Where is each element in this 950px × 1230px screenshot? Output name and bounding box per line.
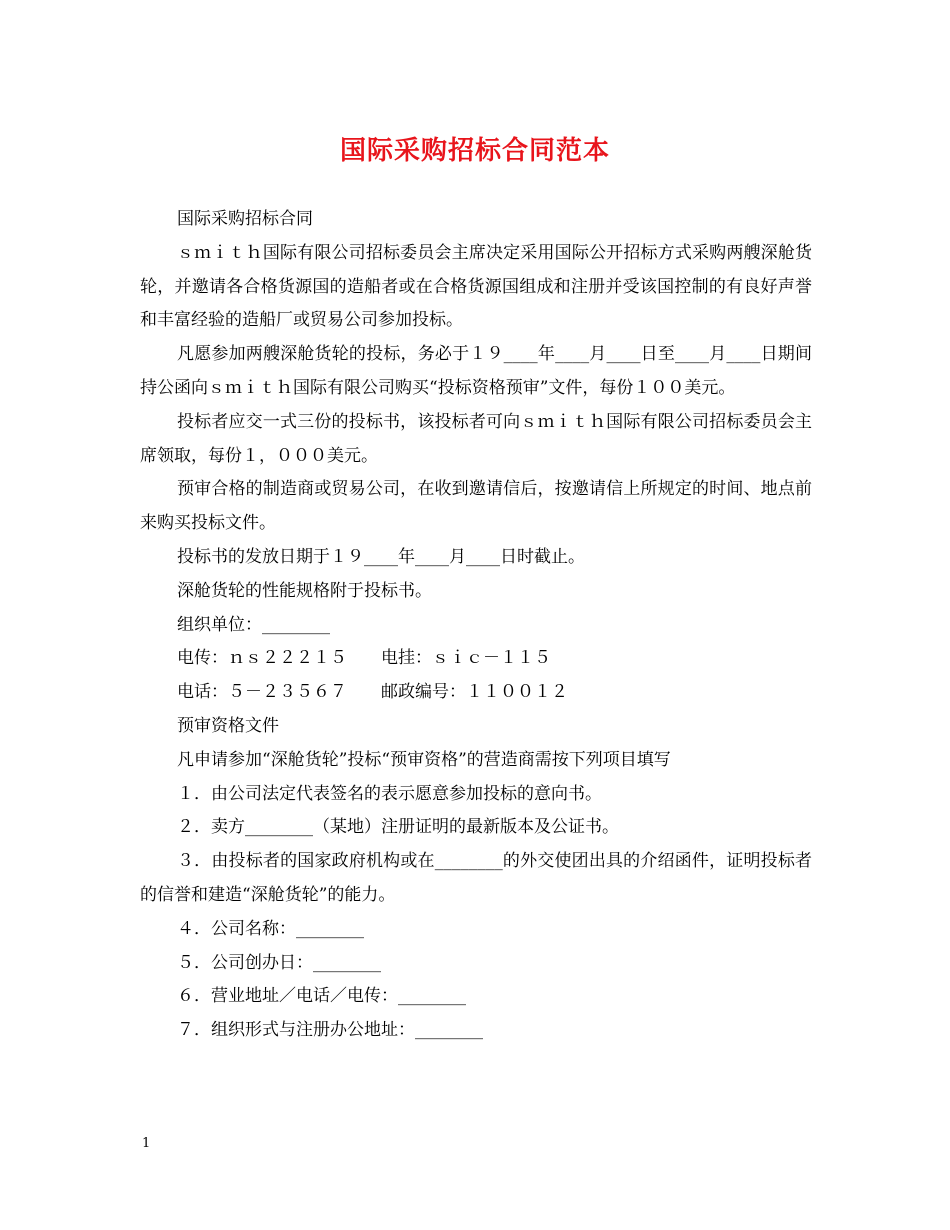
list-item-1: １．由公司法定代表签名的表示愿意参加投标的意向书。 xyxy=(177,783,602,804)
list-item-5: ５．公司创办日：________ xyxy=(177,952,381,973)
document-title: 国际采购招标合同范本 xyxy=(339,136,610,166)
paragraph-deadline: 投标书的发放日期于１９____年____月____日时截止。 xyxy=(177,546,585,567)
document-body xyxy=(140,203,812,1048)
paragraph-purchase-prequalification: 凡愿参加两艘深舱货轮的投标，务必于１９____年____月____日至____月____日期间持公函向ｓｍｉｔｈ国际有限公司购买“投标资格预审”文件，每份１００美元。 xyxy=(140,344,812,398)
page-number: 1 xyxy=(142,1136,151,1151)
paragraph-prequalification-heading: 预审资格文件 xyxy=(177,715,279,736)
paragraph-invitation: ｓｍｉｔｈ国际有限公司招标委员会主席决定采用国际公开招标方式采购两艘深舱货轮，并邀请各合格货源国的造船者或在合格货源国组成和注册并受该国控制的有良好声誉和丰富经验的造船厂或贸易公司参加投标。 xyxy=(140,242,812,331)
paragraph-telex-cable: 电传：ｎｓ２２２１５ 电挂：ｓｉｃ－１１５ xyxy=(177,648,551,669)
list-item-6: ６．营业地址／电话／电传：________ xyxy=(177,986,466,1007)
paragraph-specifications: 深舱货轮的性能规格附于投标书。 xyxy=(177,580,432,601)
paragraph-fill-instructions: 凡申请参加“深舱货轮”投标“预审资格”的营造商需按下列项目填写 xyxy=(177,749,671,770)
list-item-4: ４．公司名称：________ xyxy=(177,918,364,939)
paragraph-contract-heading: 国际采购招标合同 xyxy=(177,209,313,229)
list-item-3: ３．由投标者的国家政府机构或在________的外交使团出具的介绍函件，证明投标者的信誉和建造“深舱货轮”的能力。 xyxy=(140,851,812,905)
list-item-7: ７．组织形式与注册办公地址：________ xyxy=(177,1020,483,1041)
paragraph-organizer: 组织单位：________ xyxy=(177,614,330,635)
paragraph-phone-postcode: 电话：５－２３５６７ 邮政编号：１１００１２ xyxy=(177,682,568,703)
paragraph-bid-copies: 投标者应交一式三份的投标书，该投标者可向ｓｍｉｔｈ国际有限公司招标委员会主席领取，每份１，０００美元。 xyxy=(140,411,812,466)
paragraph-qualified-bidders: 预审合格的制造商或贸易公司，在收到邀请信后，按邀请信上所规定的时间、地点前来购买投标文件。 xyxy=(140,479,812,534)
list-item-2: ２．卖方________（某地）注册证明的最新版本及公证书。 xyxy=(177,817,619,838)
